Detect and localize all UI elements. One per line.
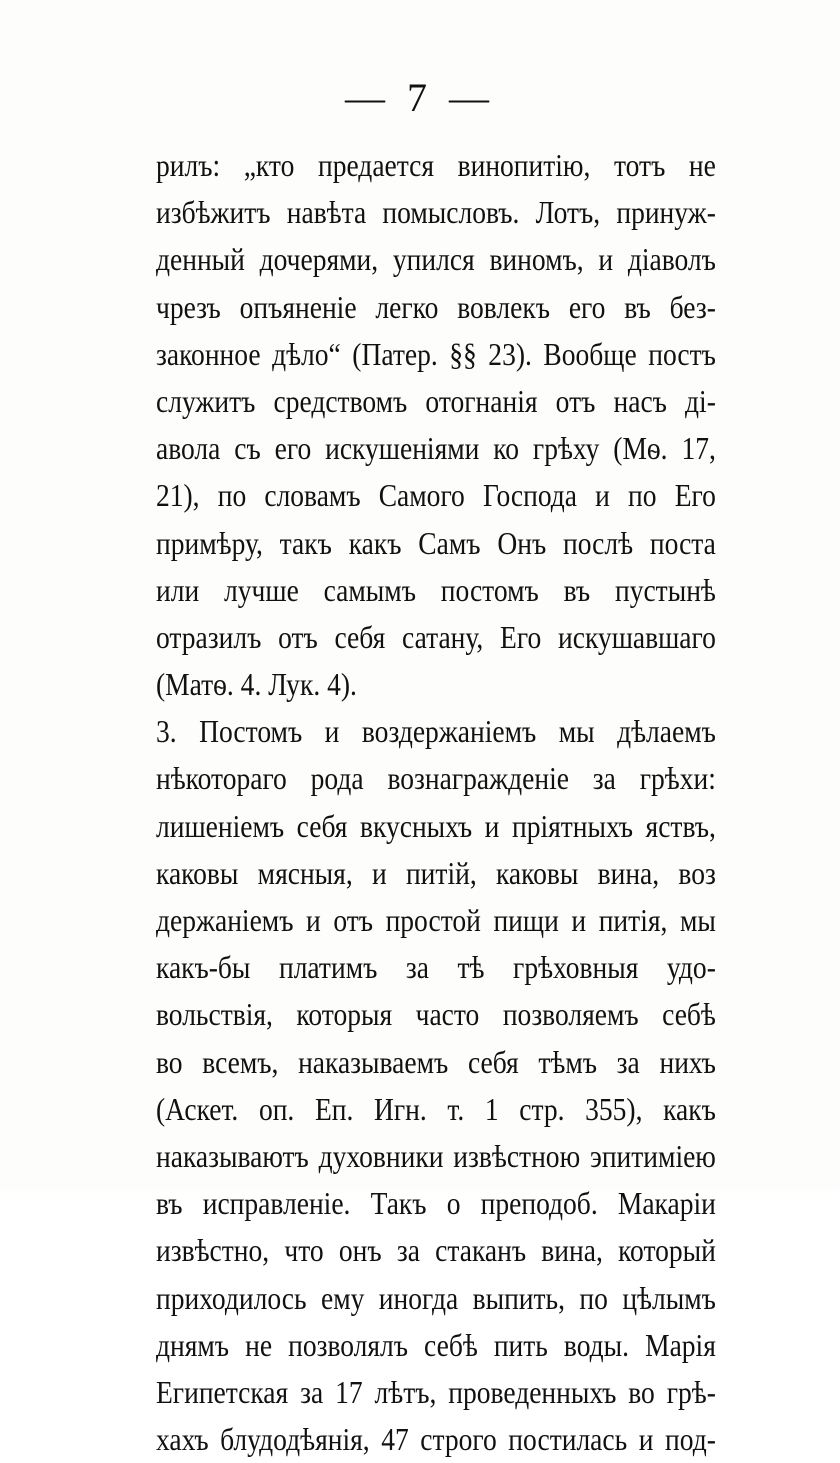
text-line: вольствія, которыя часто позволяемъ себѣ [156, 996, 716, 1033]
text-line: извѣстно, что онъ за стаканъ вина, который [156, 1232, 716, 1269]
text-line: какъ-бы платимъ за тѣ грѣховныя удо- [156, 949, 716, 986]
text-line: избѣжитъ навѣта помысловъ. Лотъ, принуж- [156, 194, 716, 231]
text-line: 21), по словамъ Самого Господа и по Его [156, 477, 716, 514]
text-line: примѣру, такъ какъ Самъ Онъ послѣ поста [156, 524, 716, 561]
text-line: нѣкотораго рода вознагражденіе за грѣхи: [156, 760, 716, 797]
text-line: (Аскет. оп. Еп. Игн. т. 1 стр. 355), какъ [156, 1090, 716, 1127]
paragraph-start-line: 3. Постомъ и воздержаніемъ мы дѣлаемъ [156, 713, 716, 750]
paragraph-end-line: (Матѳ. 4. Лук. 4). [156, 666, 357, 703]
text-line: лишеніемъ себя вкусныхъ и пріятныхъ яствъ, [156, 807, 716, 844]
text-line: Египетская за 17 лѣтъ, проведенныхъ во грѣ- [156, 1373, 716, 1410]
body-text [156, 142, 716, 1463]
text-line: авола съ его искушеніями ко грѣху (Мѳ. 17, [156, 430, 716, 467]
text-line: денный дочерями, упился виномъ, и діаволъ [156, 241, 716, 278]
text-line: въ исправленіе. Такъ о преподоб. Макаріи [156, 1185, 716, 1222]
text-line: держаніемъ и отъ простой пищи и питія, мы [156, 902, 716, 938]
text-line: днямъ не позволялъ себѣ пить воды. Марія [156, 1326, 716, 1363]
text-line: приходилось ему иногда выпить, по цѣлымъ [156, 1279, 716, 1316]
text-line: наказываютъ духовники извѣстною эпитиміею [156, 1137, 716, 1174]
text-line: законное дѣло“ (Патер. §§ 23). Вообще постъ [156, 335, 716, 372]
text-line: каковы мясныя, и питій, каковы вина, воз [156, 854, 716, 891]
text-line: или лучше самымъ постомъ въ пустынѣ [156, 571, 716, 608]
text-line: чрезъ опъяненіе легко вовлекъ его въ без- [156, 288, 716, 325]
text-line: служитъ средствомъ отогнанія отъ насъ ді- [156, 382, 716, 419]
text-line: во всемъ, наказываемъ себя тѣмъ за нихъ [156, 1043, 716, 1080]
page-number: — 7 — [345, 75, 495, 120]
text-line: отразилъ отъ себя сатану, Его искушавшаго [156, 618, 716, 655]
text-line: хахъ блудодѣянія, 47 строго постилась и под- [156, 1421, 716, 1458]
text-line: рилъ: „кто предается винопитію, тотъ не [156, 147, 716, 183]
